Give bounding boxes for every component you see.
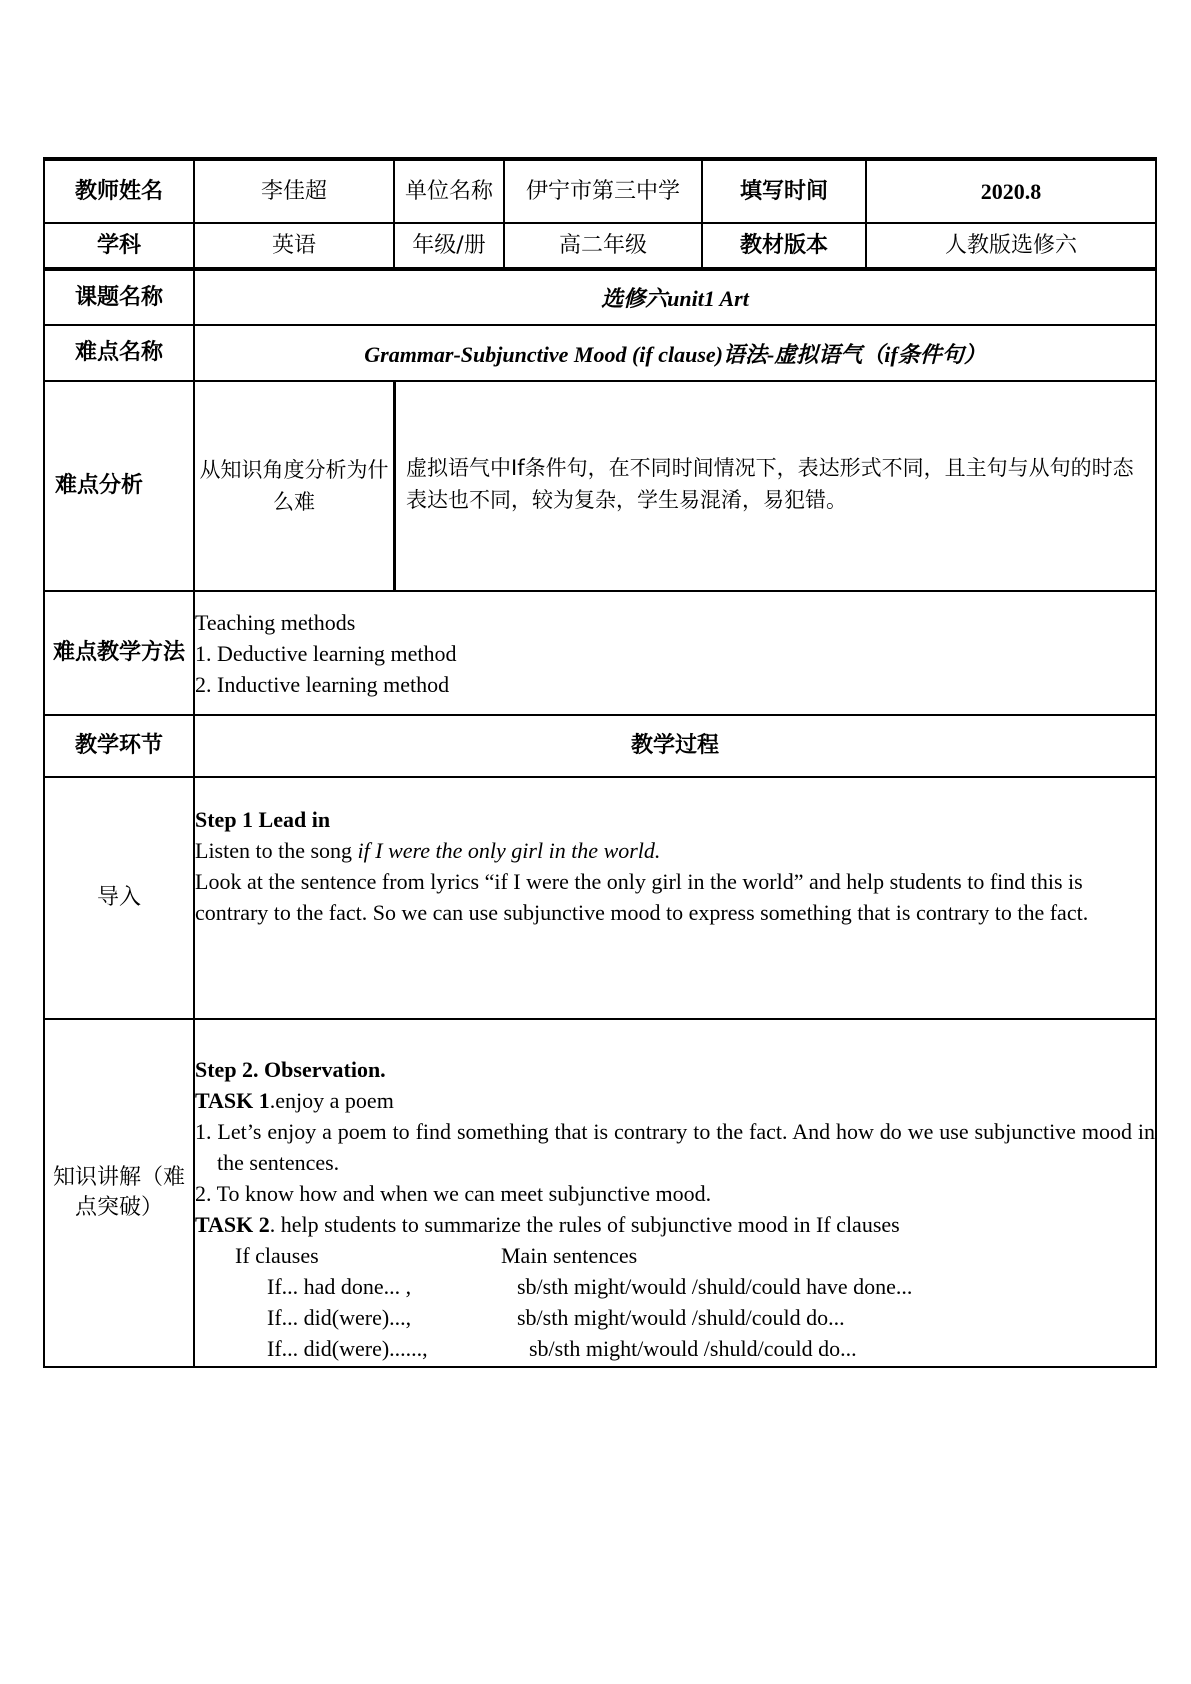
date-value: 2020.8 bbox=[866, 159, 1156, 223]
rules-header bbox=[195, 1240, 1155, 1271]
teacher-name: 李佳超 bbox=[194, 159, 394, 223]
lead-in-title: Step 1 Lead in bbox=[195, 807, 331, 832]
rule-row bbox=[195, 1302, 1155, 1333]
knowledge-item-1: 1. Let’s enjoy a poem to find something that is contrary to the fact. And how do we use subjunctive mood in the sentences. bbox=[195, 1119, 1155, 1175]
knowledge-label: 知识讲解（难点突破） bbox=[44, 1019, 194, 1367]
unit-label: 单位名称 bbox=[394, 159, 504, 223]
knowledge-cell bbox=[194, 1019, 1156, 1367]
edition-label: 教材版本 bbox=[702, 223, 866, 269]
methods-label: 难点教学方法 bbox=[44, 591, 194, 715]
rule-if: If... had done... , bbox=[267, 1274, 412, 1299]
subject-label: 学科 bbox=[44, 223, 194, 269]
difficulty-label: 难点名称 bbox=[44, 325, 194, 381]
edition-value: 人教版选修六 bbox=[866, 223, 1156, 269]
lead-in-song-prefix: Listen to the song bbox=[195, 838, 358, 863]
rule-if: If... did(were)......, bbox=[267, 1336, 428, 1361]
task1-text: .enjoy a poem bbox=[269, 1088, 394, 1113]
methods-line: 2. Inductive learning method bbox=[195, 671, 450, 697]
lesson-plan-table bbox=[43, 157, 1157, 1368]
task2-text: . help students to summarize the rules of subjunctive mood in If clauses bbox=[269, 1212, 900, 1237]
analysis-label: 难点分析 bbox=[44, 381, 194, 591]
knowledge-title: Step 2. Observation. bbox=[195, 1057, 386, 1082]
rule-main: sb/sth might/would /shuld/could do... bbox=[529, 1336, 857, 1361]
lead-in-song-line bbox=[195, 835, 1155, 866]
methods-line: Teaching methods bbox=[195, 609, 356, 635]
task1-label: TASK 1 bbox=[195, 1088, 270, 1113]
analysis-cell bbox=[194, 381, 1156, 591]
lead-in-label: 导入 bbox=[44, 777, 194, 1019]
grade-value: 高二年级 bbox=[504, 223, 702, 269]
process-label: 教学环节 bbox=[44, 715, 194, 777]
lead-in-cell bbox=[194, 777, 1156, 1019]
rules-col-if: If clauses bbox=[235, 1243, 319, 1268]
task2-label: TASK 2 bbox=[195, 1212, 270, 1237]
task1-line bbox=[195, 1085, 1155, 1116]
process-value: 教学过程 bbox=[194, 715, 1156, 777]
lead-in-song-title: if I were the only girl in the world. bbox=[357, 838, 661, 863]
rule-main: sb/sth might/would /shuld/could do... bbox=[517, 1305, 845, 1330]
grade-label: 年级/册 bbox=[394, 223, 504, 269]
methods-cell bbox=[194, 591, 1156, 715]
rules-col-main: Main sentences bbox=[501, 1243, 638, 1268]
knowledge-item-2: 2. To know how and when we can meet subjunctive mood. bbox=[195, 1181, 712, 1206]
teacher-label: 教师姓名 bbox=[44, 159, 194, 223]
topic-value: 选修六unit1 Art bbox=[194, 269, 1156, 325]
task2-line bbox=[195, 1209, 1155, 1240]
rule-row bbox=[195, 1271, 1155, 1302]
lead-in-paragraph: Look at the sentence from lyrics “if I were the only girl in the world” and help students to find this is contrary to the fact. So we can use subjunctive mood to express something that is contrary to the fact. bbox=[195, 869, 1089, 925]
topic-label: 课题名称 bbox=[44, 269, 194, 325]
date-label: 填写时间 bbox=[702, 159, 866, 223]
methods-line: 1. Deductive learning method bbox=[195, 640, 457, 666]
analysis-text: 虚拟语气中If条件句，在不同时间情况下，表达形式不同，且主句与从句的时态表达也不同，较为复杂，学生易混淆，易犯错。 bbox=[406, 456, 1134, 512]
subject-value: 英语 bbox=[194, 223, 394, 269]
rule-row bbox=[195, 1333, 1155, 1364]
unit-name: 伊宁市第三中学 bbox=[504, 159, 702, 223]
rule-if: If... did(were)..., bbox=[267, 1305, 412, 1330]
difficulty-value: Grammar-Subjunctive Mood (if clause)语法-虚拟语气（if条件句） bbox=[194, 325, 1156, 381]
analysis-sub-label: 从知识角度分析为什么难 bbox=[195, 382, 396, 590]
rule-main: sb/sth might/would /shuld/could have done... bbox=[517, 1274, 913, 1299]
